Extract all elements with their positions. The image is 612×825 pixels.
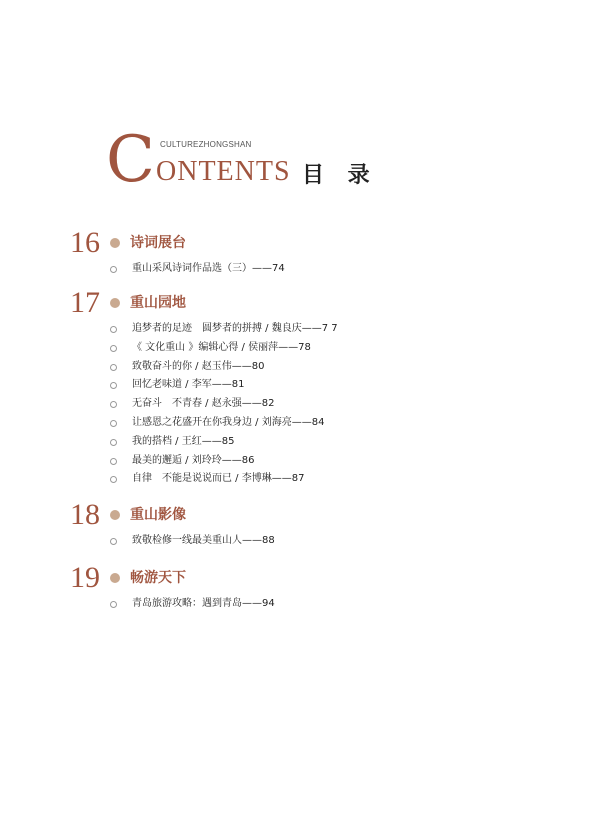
- item-text: 回忆老味道 / 李军——81: [132, 379, 245, 391]
- section-title: 诗词展台: [130, 235, 186, 251]
- ring-bullet-icon: [110, 420, 117, 427]
- ring-bullet-icon: [110, 476, 117, 483]
- section-title: 重山园地: [130, 295, 186, 311]
- list-item[interactable]: [70, 597, 570, 616]
- section-number: 16: [70, 226, 100, 259]
- section-18: [70, 498, 570, 553]
- section-16: [70, 226, 570, 281]
- list-item[interactable]: [70, 534, 570, 553]
- magazine-subtitle: CULTUREZHONGSHAN: [160, 140, 252, 149]
- section-title: 重山影像: [130, 507, 186, 523]
- section-header: [70, 226, 570, 262]
- bullet-dot-icon: [110, 573, 120, 583]
- item-text: 自律 不能是说说而已 / 李博琳——87: [132, 473, 305, 485]
- item-text: 无奋斗 不青春 / 赵永强——82: [132, 398, 275, 410]
- section-item-list: [70, 534, 570, 553]
- list-item[interactable]: [70, 397, 570, 416]
- section-number: 18: [70, 498, 100, 531]
- list-item[interactable]: [70, 322, 570, 341]
- item-text: 重山采风诗词作品选（三）——74: [132, 263, 285, 274]
- ring-bullet-icon: [110, 439, 117, 446]
- list-item[interactable]: [70, 416, 570, 435]
- item-text: 《 文化重山 》编辑心得 / 侯丽萍——78: [132, 341, 311, 353]
- section-item-list: [70, 262, 570, 281]
- section-number: 17: [70, 286, 100, 319]
- ring-bullet-icon: [110, 538, 117, 545]
- item-text: 致敬奋斗的你 / 赵玉伟——80: [132, 360, 265, 372]
- ring-bullet-icon: [110, 345, 117, 352]
- section-header: [70, 561, 570, 597]
- item-text: 青岛旅游攻略：遇到青岛——94: [132, 598, 275, 609]
- ring-bullet-icon: [110, 266, 117, 273]
- list-item[interactable]: [70, 262, 570, 281]
- list-item[interactable]: [70, 435, 570, 454]
- item-text: 最美的邂逅 / 刘玲玲——86: [132, 454, 255, 466]
- section-header: [70, 498, 570, 534]
- contents-header: [106, 123, 406, 198]
- contents-word-rest: ONTENTS: [156, 156, 291, 187]
- list-item[interactable]: [70, 378, 570, 397]
- item-text: 致敬检修一线最美重山人——88: [132, 535, 275, 546]
- item-text: 追梦者的足迹 圆梦者的拼搏 / 魏良庆——7 7: [132, 323, 338, 334]
- section-number: 19: [70, 561, 100, 594]
- ring-bullet-icon: [110, 364, 117, 371]
- section-title: 畅游天下: [130, 570, 186, 586]
- ring-bullet-icon: [110, 458, 117, 465]
- list-item[interactable]: [70, 360, 570, 379]
- list-item[interactable]: [70, 341, 570, 360]
- ring-bullet-icon: [110, 382, 117, 389]
- bullet-dot-icon: [110, 238, 120, 248]
- item-text: 我的搭档 / 王红——85: [132, 435, 235, 447]
- section-19: [70, 561, 570, 616]
- ring-bullet-icon: [110, 401, 117, 408]
- section-header: [70, 286, 570, 322]
- contents-initial-letter: C: [106, 123, 155, 197]
- section-item-list: [70, 322, 570, 491]
- item-text: 让感恩之花盛开在你我身边 / 刘海亮——84: [132, 416, 325, 428]
- section-17: [70, 286, 570, 491]
- ring-bullet-icon: [110, 601, 117, 608]
- section-item-list: [70, 597, 570, 616]
- list-item[interactable]: [70, 454, 570, 473]
- ring-bullet-icon: [110, 326, 117, 333]
- bullet-dot-icon: [110, 298, 120, 308]
- contents-title-cn: 目 录: [302, 163, 378, 188]
- bullet-dot-icon: [110, 510, 120, 520]
- list-item[interactable]: [70, 472, 570, 491]
